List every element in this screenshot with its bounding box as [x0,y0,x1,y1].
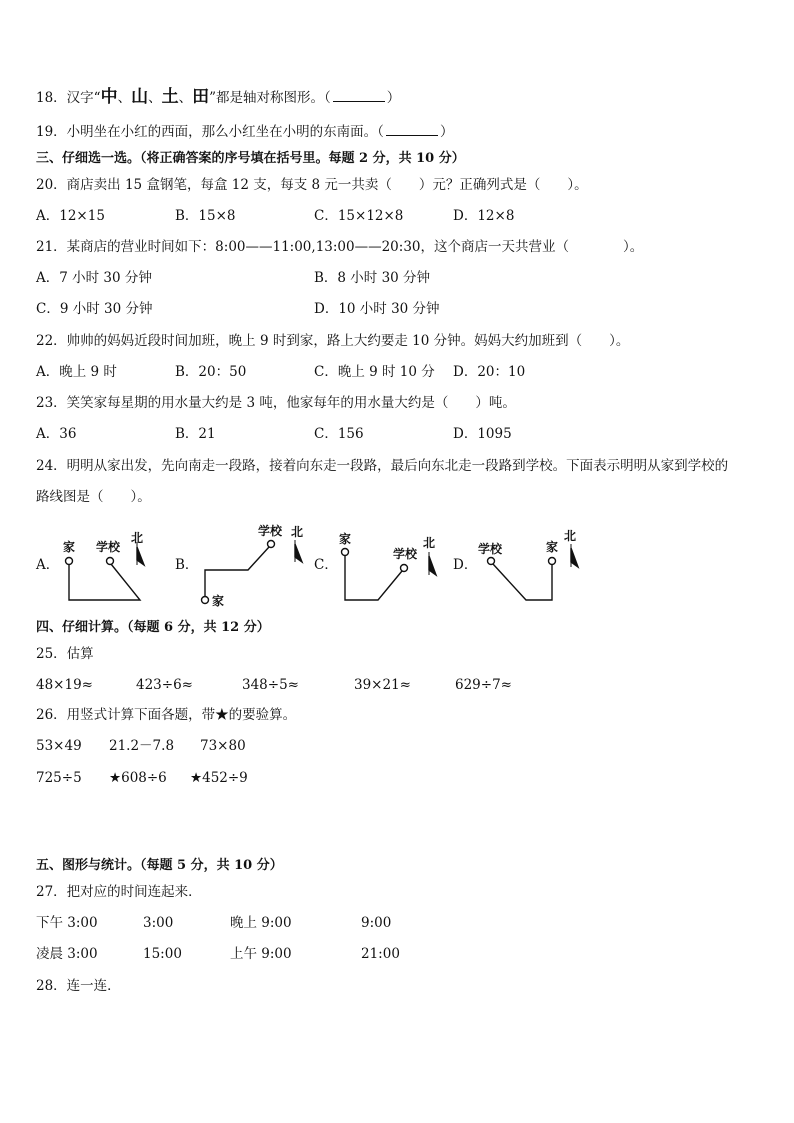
home-point [342,549,349,556]
north-arrow-icon [429,556,436,575]
north-arrow-icon [137,547,144,565]
question-24-stem-line1: 24．明明从家出发，先向南走一段路，接着向东走一段路，最后向东北走一段路到学校。下面表示明明从家到学校的 [36,458,729,474]
calc-item: 73×80 [200,738,246,754]
label-north: 北 [564,529,577,543]
question-26-title: 26．用竖式计算下面各题，带★的要验算。 [36,707,297,723]
q20-option-d[interactable]: D．12×8 [453,208,515,224]
q21-option-a[interactable]: A．7 小时 30 分钟 [36,270,152,286]
north-arrow-icon [571,548,578,567]
route-line [205,547,269,597]
route-line [345,555,402,600]
q24-option-d-label[interactable]: D． [453,557,478,573]
calc-item: 725÷5 [36,770,82,786]
time-item[interactable]: 9:00 [361,915,392,931]
estimate-item: 348÷5≈ [242,677,299,693]
q23-option-d[interactable]: D．1095 [453,426,512,442]
route-line [493,564,552,600]
char-zhong: 中 [100,87,118,107]
question-21-stem: 21．某商店的营业时间如下：8:00——11:00,13:00——20:30，这个商店一天共营业（ ）。 [36,239,644,255]
q22-option-d[interactable]: D．20：10 [453,364,526,380]
q22-option-a[interactable]: A．晚上 9 时 [36,364,117,380]
q18-suffix: ”都是轴对称图形。（ [209,90,331,106]
q24-option-b-label[interactable]: B． [175,557,199,573]
q20-option-a[interactable]: A．12×15 [36,208,105,224]
time-item[interactable]: 21:00 [361,946,400,962]
q21-option-b[interactable]: B．8 小时 30 分钟 [314,270,431,286]
time-item[interactable]: 凌晨 3:00 [36,946,98,962]
label-home: 家 [212,594,225,608]
estimate-item: 423÷6≈ [136,677,193,693]
route-line [69,564,140,600]
time-item[interactable]: 3:00 [143,915,174,931]
calc-item: ★608÷6 [109,770,167,786]
q20-option-b[interactable]: B．15×8 [175,208,236,224]
label-home: 家 [63,540,76,554]
label-school: 学校 [393,547,418,561]
calc-item: 21.2－7.8 [109,738,175,754]
q23-option-a[interactable]: A．36 [36,426,77,442]
q24-option-a-label[interactable]: A． [36,557,60,573]
section-3-heading: 三、仔细选一选。（将正确答案的序号填在括号里。每题 2 分，共 10 分） [36,151,465,166]
question-22-stem: 22．帅帅的妈妈近段时间加班，晚上 9 时到家，路上大约要走 10 分钟。妈妈大约加班到（ ）。 [36,333,630,349]
estimate-item: 629÷7≈ [455,677,512,693]
char-tian: 田 [192,87,210,107]
question-20-stem: 20．商店卖出 15 盒钢笔，每盒 12 支，每支 8 元一共卖（ ）元？正确列式是（ ）。 [36,177,588,193]
school-point [268,541,275,548]
label-north: 北 [423,536,436,550]
question-25-title: 25．估算 [36,646,94,662]
question-27-title: 27．把对应的时间连起来． [36,884,202,900]
q21-option-c[interactable]: C．9 小时 30 分钟 [36,301,153,317]
school-point [401,565,408,572]
question-23-stem: 23．笑笑家每星期的用水量大约是 3 吨，他家每年的用水量大约是（ ）吨。 [36,395,516,411]
label-school: 学校 [258,524,283,538]
q18-prefix: 18．汉字“ [36,90,101,106]
section-4-heading: 四、仔细计算。（每题 6 分，共 12 分） [36,620,270,635]
home-point [202,597,209,604]
label-home: 家 [546,540,559,554]
time-item[interactable]: 下午 3:00 [36,915,98,931]
q18-sep: 、 [178,90,193,106]
q18-close: ） [386,90,401,106]
label-north: 北 [291,525,304,539]
label-school: 学校 [478,542,503,556]
time-item[interactable]: 15:00 [143,946,182,962]
q23-option-c[interactable]: C．156 [314,426,364,442]
char-shan: 山 [131,87,149,107]
school-point [488,558,495,565]
q22-option-b[interactable]: B．20：50 [175,364,247,380]
section-5-heading: 五、图形与统计。（每题 5 分，共 10 分） [36,858,283,873]
time-item[interactable]: 晚上 9:00 [230,915,292,931]
char-tu: 土 [161,87,179,107]
estimate-item: 39×21≈ [354,677,411,693]
home-point [66,558,73,565]
q20-option-c[interactable]: C．15×12×8 [314,208,404,224]
calc-item: ★452÷9 [190,770,248,786]
estimate-item: 48×19≈ [36,677,93,693]
q19-close: ） [439,124,454,140]
q18-sep: 、 [148,90,162,106]
q19-text: 19．小明坐在小红的西面，那么小红坐在小明的东南面。（ [36,124,384,140]
time-item[interactable]: 上午 9:00 [230,946,292,962]
label-home: 家 [339,532,352,546]
q18-sep: 、 [117,90,132,106]
q21-option-d[interactable]: D．10 小时 30 分钟 [314,301,440,317]
route-diagram-c[interactable] [342,549,437,601]
north-arrow-icon [295,544,302,562]
school-point [107,558,114,565]
q24-option-c-label[interactable]: C． [314,557,338,573]
question-28-title: 28．连一连． [36,978,121,994]
q23-option-b[interactable]: B．21 [175,426,216,442]
question-24-stem-line2: 路线图是（ ）。 [36,489,151,505]
q22-option-c[interactable]: C．晚上 9 时 10 分 [314,364,435,380]
calc-item: 53×49 [36,738,82,754]
home-point [549,558,556,565]
label-school: 学校 [96,540,121,554]
label-north: 北 [131,531,144,545]
